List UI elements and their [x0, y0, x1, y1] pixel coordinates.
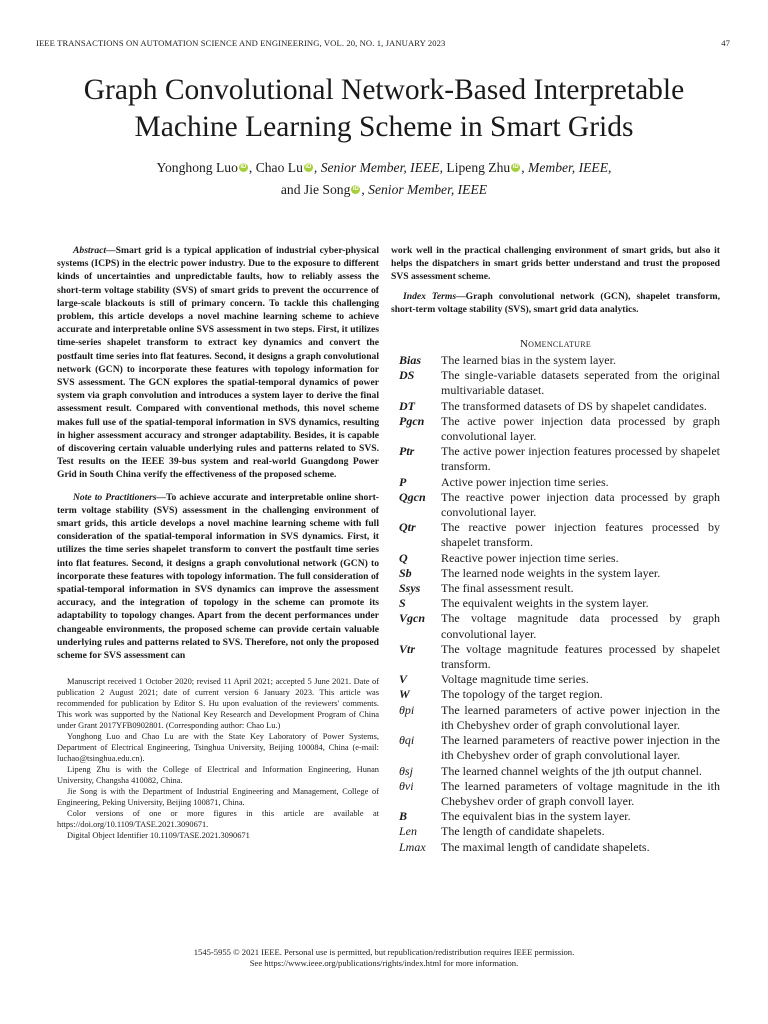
- nomenclature-item: [391, 764, 720, 779]
- nomenclature-symbol: Q: [399, 550, 408, 565]
- footnotes: [57, 676, 379, 841]
- nomenclature-item: [391, 399, 720, 414]
- footnote: Lipeng Zhu is with the College of Electrical and Information Engineering, Hunan University, Changsha 410082, China.: [57, 765, 379, 786]
- nomenclature-definition: The final assessment result.: [441, 581, 574, 596]
- nomenclature-definition: The learned parameters of voltage magnitude in the ith Chebyshev order of graph convoll layer.: [441, 778, 720, 808]
- index-terms-lead: Index Terms—: [403, 290, 466, 302]
- abstract-lead: Abstract—: [73, 245, 116, 256]
- nomenclature-item: [391, 703, 720, 733]
- copyright-line-2: See https://www.ieee.org/publications/rights/index.html for more information.: [249, 958, 519, 968]
- left-column: [57, 244, 379, 841]
- orcid-icon[interactable]: iD: [305, 164, 312, 170]
- nomenclature-symbol: Ptr: [399, 444, 415, 459]
- nomenclature-item: [391, 596, 720, 611]
- nomenclature-definition: The active power injection data processed by graph convolutional layer.: [441, 413, 720, 444]
- nomenclature-definition: Reactive power injection time series.: [441, 550, 619, 565]
- nomenclature-symbol: W: [399, 687, 410, 702]
- nomenclature-list: [391, 353, 720, 855]
- author-name: Lipeng Zhu: [446, 160, 511, 175]
- nomenclature-item: [391, 444, 720, 474]
- orcid-icon[interactable]: iD: [240, 164, 247, 170]
- nomenclature-definition: The length of candidate shapelets.: [441, 824, 605, 839]
- nomenclature-definition: The active power injection features processed by shapelet transform.: [441, 444, 720, 474]
- nomenclature-definition: The reactive power injection features processed by shapelet transform.: [441, 520, 720, 550]
- copyright-notice: [60, 947, 708, 969]
- nomenclature-item: [391, 353, 720, 368]
- copyright-line-1: 1545-5955 © 2021 IEEE. Personal use is permitted, but republication/redistribution requires IEEE permission.: [193, 947, 575, 957]
- abstract-text: Smart grid is a typical application of industrial cyber-physical systems (ICPS) in the electric power industry. Due to the exposure to different kinds of uncertainties and unpredictable faults, how to reliably assess the short-term voltage stability (SVS) of smart grids to prevent the occurrence of large-scale blackouts is still of primary concern. To tackle this challenging problem, this article develops a novel machine learning scheme to achieve accurate and interpretable online SVS assessment in two steps. First, it utilizes time-series shapelet transform to extract key dynamics and convert the postfault time series into flat features. Second, it designs a graph convolutional network (GCN) to incorporate these features with topology information for SVS assessment. The GCN explores the spatial-temporal dynamics of power system via graph convolution and introduces a system layer to derive the final assessment result. Compared with conventional methods, this novel scheme makes full use of the spatial-temporal information in SVS dynamics, resulting in higher assessment accuracy and stronger adaptability. Besides, it is capable of discovering certain valuable underlying rules and patterns related to SVS. Test results on the IEEE 39-bus system and real-world Guangdong Power Grid in South China verify the effectiveness of the proposed scheme.: [57, 245, 379, 481]
- nomenclature-symbol: Qgcn: [399, 489, 426, 504]
- nomenclature-item: [391, 611, 720, 641]
- nomenclature-symbol: Vtr: [399, 641, 416, 656]
- nomenclature-heading: Nomenclature: [519, 338, 592, 351]
- nomenclature-definition: Active power injection time series.: [441, 474, 609, 489]
- author-name: Chao Lu: [255, 160, 303, 175]
- nomenclature-definition: The maximal length of candidate shapelets.: [441, 839, 650, 854]
- orcid-icon[interactable]: iD: [512, 164, 519, 170]
- footnote: Jie Song is with the Department of Industrial Engineering and Management, College of Engineering, Peking University, Beijing 100871, China.: [57, 787, 379, 808]
- practitioners-text: To achieve accurate and interpretable online short-term voltage stability (SVS) assessment in the challenging environment of smart grids, this article develops a novel machine learning scheme with full consideration of the spatial-temporal information in SVS dynamics. First, it utilizes the time series shapelet transform to convert the postfault time series into flat features. Second, it designs a graph convolutional network (GCN) to incorporate these features with topology information. The full consideration of spatial-temporal information in SVS dynamics can improve the assessment accuracy, and the integration of topology in the scheme can promote its adaptability to topology changes. Apart from the decent performances under changeable environments, the proposed scheme can provide certain valuable underlying rules and patterns related to SVS. Therefore, not only the proposed scheme for SVS assessment can: [57, 491, 379, 662]
- author-name: Yonghong Luo: [156, 160, 238, 175]
- nomenclature-item: [391, 475, 720, 490]
- nomenclature-symbol: DS: [399, 368, 415, 383]
- author-role: Senior Member, IEEE: [368, 182, 488, 197]
- paper-title: [40, 72, 728, 146]
- nomenclature-definition: The topology of the target region.: [441, 687, 603, 702]
- nomenclature-symbol: S: [399, 596, 406, 611]
- nomenclature-item: [391, 642, 720, 672]
- nomenclature-symbol: Sb: [399, 565, 412, 580]
- right-column: [391, 244, 720, 855]
- practitioners-lead: Note to Practitioners—: [73, 491, 167, 503]
- nomenclature-item: [391, 581, 720, 596]
- title-line-2: Machine Learning Scheme in Smart Grids: [134, 111, 634, 143]
- doi-line: Digital Object Identifier 10.1109/TASE.2021.3090671: [67, 831, 250, 841]
- nomenclature-symbol: DT: [399, 398, 415, 413]
- nomenclature-item: [391, 566, 720, 581]
- nomenclature-definition: The equivalent weights in the system layer.: [441, 596, 649, 611]
- page-number: 47: [721, 38, 730, 48]
- nomenclature-definition: The learned parameters of reactive power injection in the ith Chebyshev order of graph convolutional layer.: [441, 733, 720, 763]
- journal-name: IEEE TRANSACTIONS ON AUTOMATION SCIENCE AND ENGINEERING, VOL. 20, NO. 1, JANUARY 2023: [36, 38, 446, 48]
- title-line-1: Graph Convolutional Network-Based Interpretable: [83, 74, 685, 106]
- nomenclature-symbol: Bias: [399, 353, 422, 368]
- nomenclature-symbol: θvi: [399, 778, 414, 793]
- nomenclature-symbol: P: [399, 474, 407, 489]
- nomenclature-item: [391, 779, 720, 809]
- nomenclature-definition: The learned node weights in the system layer.: [441, 565, 661, 580]
- nomenclature-symbol: θsj: [399, 763, 413, 778]
- nomenclature-item: [391, 414, 720, 444]
- nomenclature-item: [391, 490, 720, 520]
- nomenclature-item: [391, 687, 720, 702]
- footnote: Color versions of one or more figures in this article are available at https://doi.org/10.1109/TASE.2021.3090671.: [57, 809, 379, 830]
- nomenclature-item: [391, 368, 720, 398]
- practitioners-continuation: work well in the practical challenging environment of smart grids, but also it helps the dispatchers in smart grids better understand and trust the proposed SVS assessment scheme.: [391, 245, 720, 283]
- nomenclature-definition: Voltage magnitude time series.: [441, 672, 589, 687]
- author-role: Member, IEEE: [528, 160, 609, 175]
- nomenclature-symbol: Ssys: [399, 581, 421, 596]
- nomenclature-item: [391, 840, 720, 855]
- nomenclature-definition: The single-variable datasets seperated from the original multivariable dataset.: [441, 368, 720, 398]
- nomenclature-item: [391, 520, 720, 550]
- nomenclature-symbol: V: [399, 672, 408, 687]
- nomenclature-definition: The learned bias in the system layer.: [441, 353, 616, 368]
- author-name: and Jie Song: [280, 182, 351, 197]
- nomenclature-item: [391, 824, 720, 839]
- abstract: [57, 244, 379, 482]
- index-terms-text: Graph convolutional network (GCN), shapelet transform, short-term voltage stability (SVS), smart grid data analytics.: [391, 290, 720, 315]
- nomenclature-definition: The equivalent bias in the system layer.: [441, 809, 631, 824]
- author-role: Senior Member, IEEE: [320, 160, 440, 175]
- nomenclature-symbol: Qtr: [399, 520, 416, 535]
- note-to-practitioners: [57, 491, 379, 663]
- orcid-icon[interactable]: iD: [352, 186, 359, 192]
- nomenclature-definition: The voltage magnitude features processed by shapelet transform.: [441, 641, 720, 672]
- nomenclature-symbol: θpi: [399, 702, 415, 717]
- footnote: Yonghong Luo and Chao Lu are with the State Key Laboratory of Power Systems, Department of Electrical Engineering, Tsinghua University, Beijing 100084, China (e-mail: luchao@tsinghua.edu.cn).: [57, 732, 379, 764]
- running-head: [36, 38, 730, 50]
- nomenclature-item: [391, 672, 720, 687]
- nomenclature-definition: The transformed datasets of DS by shapelet candidates.: [441, 398, 707, 413]
- nomenclature-item: [391, 551, 720, 566]
- nomenclature-definition: The learned parameters of active power injection in the ith Chebyshev order of graph convolutional layer.: [441, 702, 720, 732]
- nomenclature-definition: The reactive power injection data processed by graph convolutional layer.: [441, 489, 720, 520]
- nomenclature-symbol: B: [399, 809, 408, 824]
- author-list: Yonghong Luo iD , Chao Lu iD , Senior Member, IEEE, Lipeng Zhu iD , Member, IEEE, and Jie Song iD , Senior Member, IEEE: [156, 160, 612, 197]
- index-terms: [391, 290, 720, 316]
- footnote: Manuscript received 1 October 2020; revised 11 April 2021; accepted 5 June 2021. Date of publication 2 August 2021; date of current version 6 January 2023. This article was recommended for publication by Editor S. Hu upon evaluation of the reviewers' comments. This work was supported by the National Key Research and Development Program of China under Grant 2017YFB0902801. (Corresponding author: Chao Lu.): [57, 677, 379, 731]
- nomenclature-item: [391, 733, 720, 763]
- nomenclature-symbol: Vgcn: [399, 611, 426, 626]
- nomenclature-item: [391, 809, 720, 824]
- nomenclature-symbol: Lmax: [399, 839, 426, 854]
- nomenclature-definition: The voltage magnitude data processed by graph convolutional layer.: [441, 611, 720, 641]
- nomenclature-symbol: Pgcn: [399, 413, 425, 428]
- nomenclature-symbol: θqi: [399, 733, 415, 748]
- nomenclature-symbol: Len: [399, 824, 417, 839]
- nomenclature-definition: The learned channel weights of the jth output channel.: [441, 763, 702, 778]
